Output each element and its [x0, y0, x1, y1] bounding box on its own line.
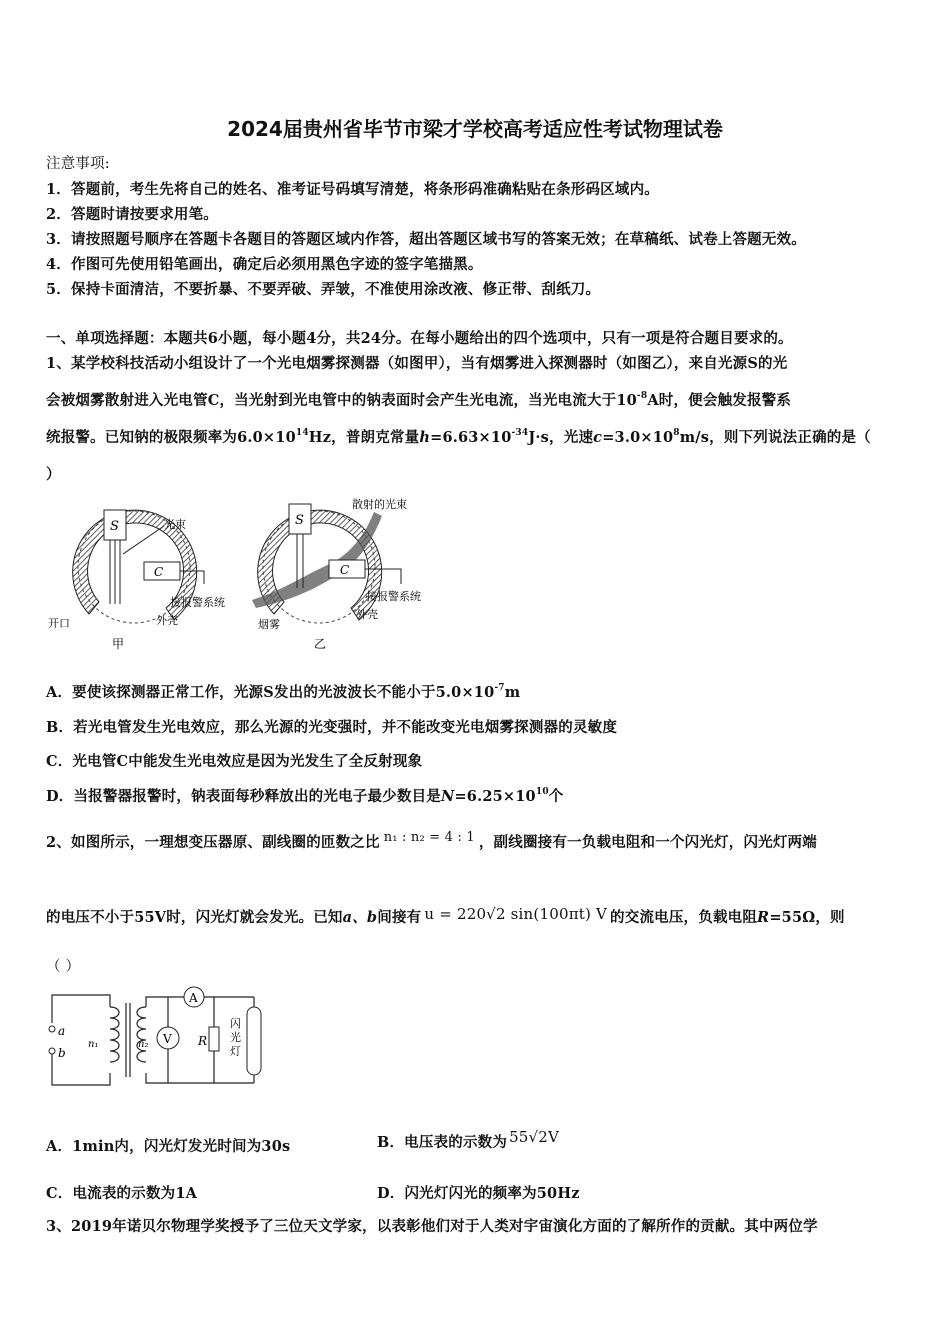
voltmeter-reading: 55√2V: [509, 1128, 560, 1146]
q1-text: A时，便会触发报警系: [647, 392, 792, 409]
q1-text: 统报警。已知钠的极限频率为6.0×10: [46, 429, 296, 446]
q1-stem-line: [46, 426, 871, 447]
q1-text: m/s，则下列说法正确的是（: [679, 429, 871, 446]
primary-wire: [52, 995, 110, 1023]
q1-sup: 8: [673, 428, 680, 438]
q2-stem-line: [46, 830, 817, 852]
q2-text: 间接有: [377, 909, 422, 926]
option-text: =6.25×10: [454, 788, 536, 805]
label-shell: 外壳: [156, 614, 178, 627]
voltage-formula: u = 220√2 sin(100πt) V: [424, 905, 608, 923]
q1-symbol: h: [419, 429, 431, 446]
caption-jia: 甲: [112, 637, 125, 651]
notice-item: 3．请按照题号顺序在答题卡各题目的答题区域内作答，超出答题区域书写的答案无效；在草稿纸、试卷上答题无效。: [46, 231, 806, 248]
q1-sup: -34: [511, 428, 529, 438]
q2-text: 的交流电压，负载电阻: [610, 909, 758, 926]
label-s: S: [110, 519, 119, 534]
label-alarm: 接报警系统: [366, 590, 421, 603]
figure-jia: [48, 510, 225, 651]
q2-text: 的电压不小于55V时，闪光灯就会发光。已知: [46, 909, 343, 926]
q1-text: 会被烟雾散射进入光电管C，当光射到光电管中的钠表面时会产生光电流，当光电流大于10: [46, 392, 637, 409]
leader-line: [123, 526, 164, 554]
label-alarm: 接报警系统: [170, 596, 225, 609]
label-n2: n₂: [138, 1039, 149, 1050]
q2-answer-blank: （ ）: [46, 959, 81, 975]
q3-stem-line: 3、2019年诺贝尔物理学奖授予了三位天文学家，以表彰他们对于人类对宇宙演化方面的了解所作的贡献。其中两位学: [46, 1218, 818, 1235]
q1-symbol: c: [593, 429, 603, 446]
lamp-label-char: 光: [230, 1031, 241, 1044]
label-lamp: [230, 1016, 241, 1058]
flash-lamp: [247, 1007, 261, 1075]
q1-sup: -8: [636, 391, 648, 401]
smoke-detector-figure: [44, 492, 444, 654]
secondary-wire: [146, 1073, 254, 1083]
q1-option-b: B．若光电管发生光电效应，那么光源的光变强时，并不能改变光电烟雾探测器的灵敏度: [46, 719, 618, 736]
option-text: D．当报警器报警时，钠表面每秒释放出的光电子最少数目是: [46, 788, 441, 805]
lamp-label-char: 灯: [230, 1045, 241, 1058]
notice-item: 5．保持卡面清洁，不要折暴、不要弄破、弄皱，不准使用涂改液、修正带、刮纸刀。: [46, 281, 601, 298]
q1-stem-line: ）: [46, 466, 61, 483]
q2-text: 2、如图所示，一理想变压器原、副线圈的匝数之比: [46, 834, 380, 851]
lamp-label-char: 闪: [230, 1017, 241, 1030]
label-scatter: 散射的光束: [352, 498, 407, 511]
label-smoke: 烟雾: [258, 618, 280, 631]
page-title: 2024届贵州省毕节市梁才学校高考适应性考试物理试卷: [227, 117, 723, 141]
secondary-coil: [137, 1007, 149, 1062]
q1-stem-line: [46, 389, 791, 410]
q1-text: =3.0×10: [602, 429, 674, 446]
label-b: b: [58, 1046, 66, 1060]
q2-text: ，副线圈接有一负载电阻和一个闪光灯，闪光灯两端: [478, 834, 817, 851]
q2-symbol: a、b: [342, 909, 378, 926]
q1-option-d: [46, 785, 564, 806]
label-s: S: [295, 513, 304, 528]
label-ammeter: A: [189, 991, 198, 1005]
q1-option-c: C．光电管C中能发生光电效应是因为光发生了全反射现象: [46, 753, 423, 770]
notice-item: 2．答题时请按要求用笔。: [46, 206, 218, 223]
q2-option-a: A．1min内，闪光灯发光时间为30s: [46, 1138, 291, 1155]
q2-symbol: R: [757, 909, 770, 926]
turns-ratio: n₁ : n₂ = 4 : 1: [383, 830, 475, 845]
notice-heading: 注意事项:: [46, 156, 110, 172]
terminal-a: [49, 1026, 55, 1032]
option-symbol: N: [440, 788, 455, 805]
label-voltmeter: V: [163, 1032, 172, 1046]
option-sup: 10: [535, 787, 549, 797]
option-text: 个: [548, 788, 564, 805]
q1-text: Hz，普朗克常量: [308, 429, 420, 446]
section-heading: 一、单项选择题：本题共6小题，每小题4分，共24分。在每小题给出的四个选项中，只有一项是符合题目要求的。: [46, 330, 793, 347]
q1-sup: 14: [295, 428, 309, 438]
caption-yi: 乙: [314, 637, 327, 651]
label-opening: 开口: [48, 617, 70, 630]
q1-stem-line: 1、某学校科技活动小组设计了一个光电烟雾探测器（如图甲），当有烟雾进入探测器时（如图乙），来自光源S的光: [46, 355, 788, 372]
label-c: C: [154, 565, 164, 579]
q2-text: =55Ω，则: [769, 909, 845, 926]
label-n1: n₁: [88, 1039, 99, 1050]
terminal-b: [49, 1048, 55, 1054]
label-r: R: [198, 1034, 208, 1048]
option-text: A．要使该探测器正常工作，光源S发出的光波波长不能小于5.0×10: [46, 684, 495, 701]
label-beam: 光束: [164, 518, 186, 531]
figure-yi: [252, 497, 421, 651]
q1-option-a: [46, 681, 520, 702]
secondary-wire: [146, 997, 184, 1007]
label-shell: 外壳: [356, 608, 378, 621]
option-text: B．电压表的示数为: [377, 1134, 508, 1151]
notice-item: 1．答题前，考生先将自己的姓名、准考证号码填写清楚，将条形码准确粘贴在条形码区域内。: [46, 181, 659, 198]
q1-text: J·s，光速: [528, 429, 594, 446]
resistor: [209, 1027, 219, 1051]
q2-option-d: D．闪光灯闪光的频率为50Hz: [377, 1185, 580, 1202]
q1-text: =6.63×10: [430, 429, 512, 446]
q2-stem-line: [46, 905, 845, 927]
option-sup: -7: [494, 683, 505, 693]
q2-option-b: [377, 1128, 559, 1152]
notice-item: 4．作图可先使用铅笔画出，确定后必须用黑色字迹的签字笔描黑。: [46, 256, 483, 273]
option-text: m: [504, 684, 521, 701]
label-c: C: [340, 563, 350, 577]
label-a: a: [58, 1024, 66, 1038]
transformer-circuit-figure: [44, 985, 274, 1091]
q2-option-c: C．电流表的示数为1A: [46, 1185, 198, 1202]
primary-coil: [110, 1007, 119, 1062]
